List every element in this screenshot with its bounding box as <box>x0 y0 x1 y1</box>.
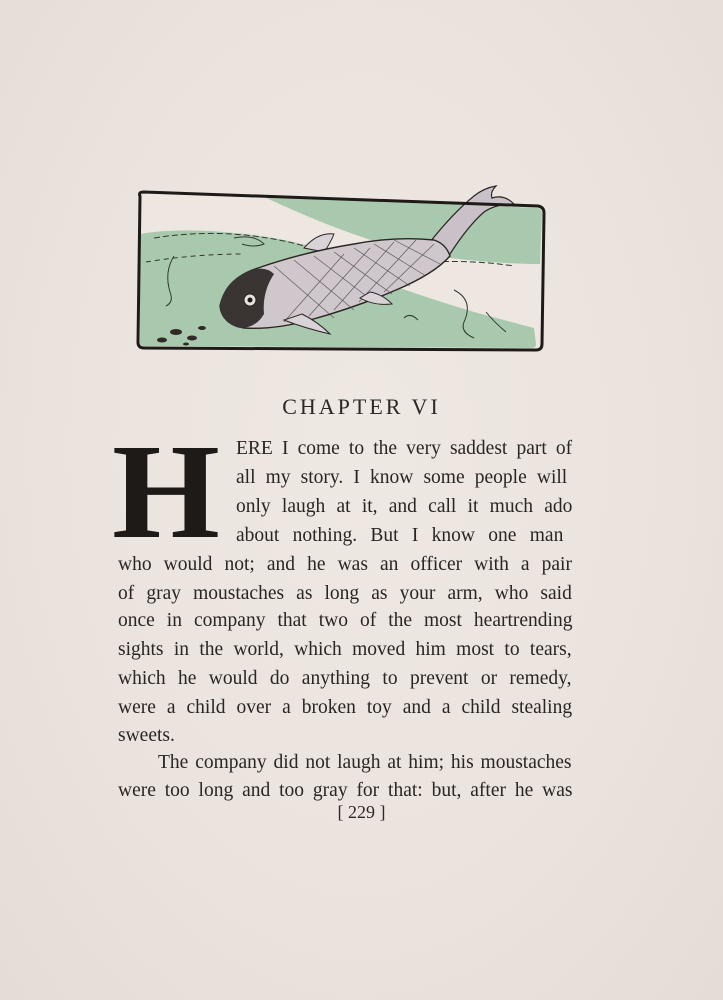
text-line-1: ERE I come to the very saddest part of <box>236 438 573 459</box>
text-line-12: The company did not laugh at him; his moustaches <box>158 752 572 773</box>
text-line-4: about nothing. But I know one man <box>236 525 564 546</box>
drop-cap: H <box>112 417 220 567</box>
text-line-10: were a child over a broken toy and a child stealing <box>118 697 573 718</box>
fish-illustration <box>134 182 546 354</box>
text-line-5: who would not; and he was an officer with a pair <box>118 554 572 575</box>
text-line-7: once in company that two of the most heartrending <box>118 610 573 631</box>
text-line-3: only laugh at it, and call it much ado <box>236 496 573 517</box>
text-line-11: sweets. <box>118 725 175 746</box>
text-line-9: which he would do anything to prevent or remedy, <box>118 668 572 689</box>
text-line-6: of gray moustaches as long as your arm, who said <box>118 583 572 604</box>
text-line-2: all my story. I know some people will <box>236 467 568 488</box>
text-line-13: were too long and too gray for that: but, after he was <box>118 780 573 801</box>
chapter-title: CHAPTER VI <box>282 394 441 419</box>
page-number: [ 229 ] <box>337 802 386 822</box>
text-line-8: sights in the world, which moved him most to tears, <box>118 639 572 660</box>
